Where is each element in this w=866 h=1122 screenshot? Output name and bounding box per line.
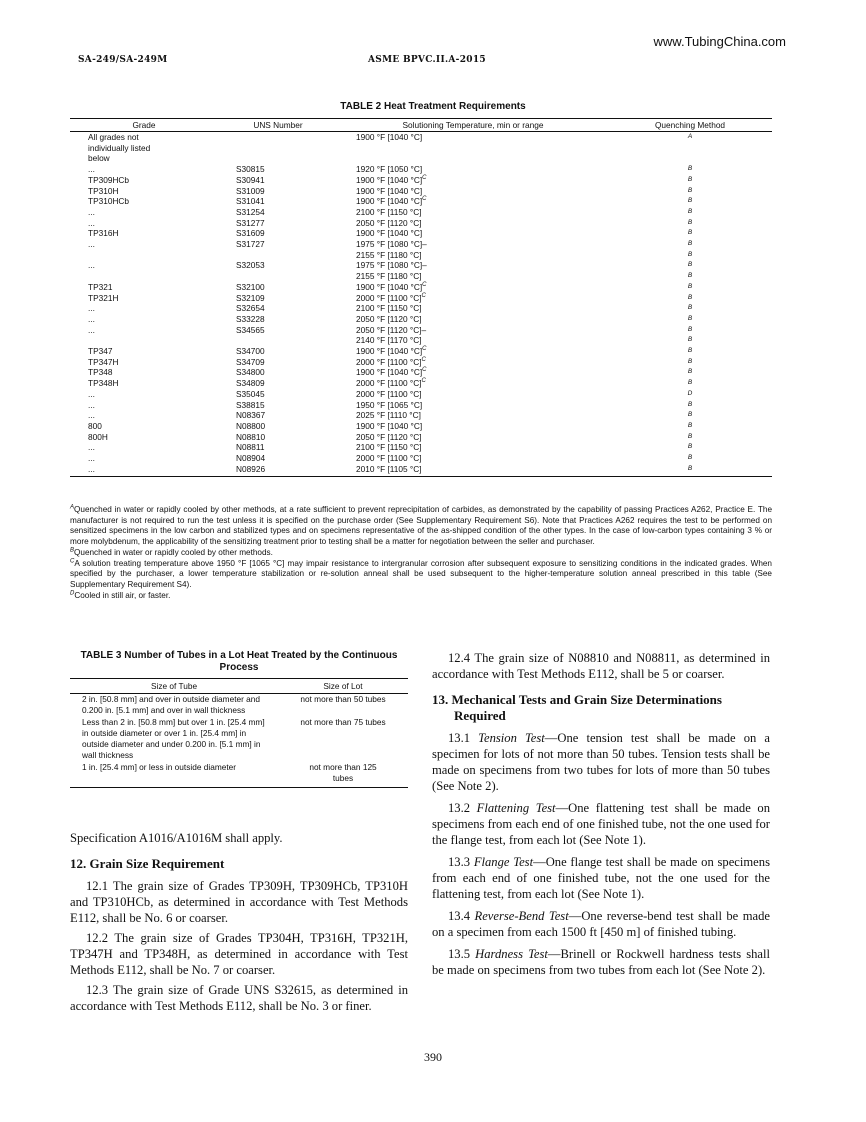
temp-cell: 2000 °F [1100 °C]$^C$ (356, 356, 426, 367)
grade-cell: ... (70, 464, 218, 476)
table3-title: TABLE 3 Number of Tubes in a Lot Heat Treated by the Continuous Process (80, 650, 398, 673)
col-size-of-lot: Size of Lot (278, 679, 408, 694)
temp-cell: 2025 °F [1110 °C] (356, 410, 421, 421)
temp-cell: 1975 °F [1080 °C]– (356, 260, 427, 271)
uns-cell: S31277 (236, 217, 265, 228)
temp-cell: 1900 °F [1040 °C]$^C$ (356, 367, 427, 378)
uns-cell: S38815 (236, 399, 265, 410)
quench-cell: B (687, 250, 693, 258)
table-row (70, 410, 772, 421)
quench-cell: B (687, 379, 693, 387)
quench-cell: D (687, 389, 693, 397)
table-row (70, 421, 772, 432)
table-row (70, 228, 772, 239)
temp-cell: 1900 °F [1040 °C]$^C$ (356, 281, 427, 292)
uns-cell (218, 335, 338, 346)
col-size-of-tube: Size of Tube (70, 679, 278, 694)
col-quenching-method: Quenching Method (608, 119, 772, 132)
temp-cell: 1900 °F [1040 °C]$^C$ (356, 346, 427, 357)
temp-cell: 2050 °F [1120 °C] (356, 431, 422, 442)
grade-cell: ... (88, 164, 95, 175)
quench-cell: B (687, 175, 693, 183)
table-row (70, 153, 772, 164)
para-13-1: 13.1 Tension Test—One tension test shall be made on a specimen for lots of not more than 50 tubes. Tension tests shall be made on specimens from two tubes for lots of more than 50 tubes (See Note 2). (432, 731, 770, 793)
table-row (70, 282, 772, 293)
header-code-title: ASME BPVC.II.A-2015 (368, 55, 486, 65)
quench-cell: B (687, 293, 693, 301)
grade-cell (70, 335, 218, 346)
watermark-url: www.TubingChina.com (653, 34, 786, 49)
quench-cell: B (687, 261, 693, 269)
quench-cell: B (687, 443, 693, 451)
temp-cell (338, 143, 608, 154)
para-12-3: 12.3 The grain size of Grade UNS S32615, as determined in accordance with Test Methods E112, shall be No. 3 or finer. (70, 983, 408, 1013)
uns-cell (218, 153, 338, 164)
lot-size-cell: not more than 75 tubes (300, 717, 386, 727)
uns-cell: N08800 (236, 420, 266, 431)
table-row (70, 762, 408, 788)
para-12-4: 12.4 The grain size of N08810 and N08811, as determined in accordance with Test Methods E112, shall be 5 or coarser. (432, 651, 770, 681)
footnote-b: $^B$Quenched in water or rapidly cooled by other methods. (70, 547, 273, 557)
section-12-heading: 12. Grain Size Requirement (70, 856, 225, 871)
table-row (70, 378, 772, 389)
uns-cell: S31727 (236, 239, 265, 250)
uns-cell: S34700 (236, 346, 265, 357)
table-row (70, 186, 772, 197)
uns-cell: S31254 (236, 206, 265, 217)
lot-size-cell: not more than 125 tubes (278, 762, 408, 788)
table2-footnotes (70, 505, 772, 601)
grade-cell: TP316H (88, 228, 119, 239)
quench-cell: B (687, 165, 693, 173)
temp-cell: 1900 °F [1040 °C] (356, 185, 423, 196)
table-row (70, 367, 772, 378)
table-row (70, 132, 772, 143)
grade-cell: ... (88, 442, 95, 453)
quench-cell: B (608, 464, 772, 476)
temp-cell: 1900 °F [1040 °C]$^C$ (356, 196, 427, 207)
grade-cell (70, 250, 218, 261)
temp-cell: 1900 °F [1040 °C] (356, 420, 423, 431)
uns-cell (218, 143, 338, 154)
uns-cell: S34709 (236, 356, 265, 367)
grade-cell: 800 (88, 420, 102, 431)
grade-cell: individually listed (88, 142, 151, 153)
grade-cell: TP347H (88, 356, 119, 367)
quench-cell: A (687, 133, 693, 140)
uns-cell: N08811 (236, 442, 265, 453)
quench-cell: B (687, 229, 693, 237)
grade-cell: ... (88, 303, 95, 314)
uns-cell: S31041 (236, 196, 265, 207)
quench-cell (608, 153, 772, 164)
uns-cell: S32053 (236, 260, 265, 271)
footnote-a: $^A$Quenched in water or rapidly cooled by other methods, at a rate sufficient to prevent reprecipitation of carbides, as demonstrated by the capability of passing Practices A262, Practice E. The manufacturer is not required to run the test unless it is specified on the purchase order (See Supplementary Requirement S6). Note that Practices A262 requires the test to be performed on sensitized specimens in the low carbon and stabilized types and on specimens representative of the as-shipped condition of the other types. In the case of low-carbon types containing 3 % or more molybdenum, the applicability of the sensitizing treatment prior to testing shall be a matter for negotiation between the seller and purchaser. (70, 504, 772, 547)
uns-cell: N08926 (218, 464, 338, 476)
quench-cell: B (687, 240, 693, 248)
temp-cell: 2100 °F [1150 °C] (356, 206, 422, 217)
temp-cell: 1900 °F [1040 °C]$^C$ (356, 174, 427, 185)
grade-cell: TP309HCb (88, 174, 130, 185)
table2-header-row (70, 119, 772, 132)
uns-cell: S34565 (236, 324, 265, 335)
temp-cell: 1900 °F [1040 °C] (356, 228, 423, 239)
tube-size-cell: 1 in. [25.4 mm] or less in outside diameter (70, 762, 278, 788)
grade-cell: TP321 (88, 281, 113, 292)
temp-cell: 2050 °F [1120 °C] (356, 217, 422, 228)
temp-cell: 1975 °F [1080 °C]– (356, 239, 427, 250)
footnote-c: $^C$A solution treating temperature above 1950 °F [1065 °C] may impair resistance to intergranular corrosion after subsequent exposure to sensitizing conditions in the indicated grades. When specified by the purchaser, a lower temperature stabilization or re-solution anneal shall be used subsequent to the higher-temperature solution anneal prescribed in this table (See Supplementary Requirement S4). (70, 557, 772, 589)
table-row (70, 442, 772, 453)
uns-cell (218, 132, 338, 143)
para-13-2: 13.2 Flattening Test—One flattening test shall be made on specimens from each end of one finished tube, not the one used for the flange test, from each lot (See Note 1). (432, 801, 770, 847)
para-12-1: 12.1 The grain size of Grades TP309H, TP309HCb, TP310H and TP310HCb, as determined in accordance with Test Methods E112, shall be No. 6 or coarser. (70, 879, 408, 925)
table-row (70, 325, 772, 336)
table-row (70, 453, 772, 464)
uns-cell: S34809 (236, 378, 265, 389)
table-row (70, 293, 772, 304)
quench-cell: B (687, 186, 693, 194)
grade-cell: ... (88, 239, 95, 250)
quench-cell: B (687, 336, 693, 344)
quench-cell: B (687, 272, 693, 280)
para-13-5: 13.5 Hardness Test—Brinell or Rockwell hardness tests shall be made on specimens from two tubes from each lot (See Note 2). (432, 947, 771, 977)
temp-cell: 2000 °F [1100 °C]$^C$ (356, 378, 426, 389)
table-row (70, 432, 772, 443)
table-row (70, 335, 772, 346)
grade-cell: ... (88, 260, 95, 271)
temp-cell: 2100 °F [1150 °C] (356, 303, 422, 314)
uns-cell: S32100 (236, 281, 265, 292)
table-row (70, 175, 772, 186)
uns-cell: S32109 (236, 292, 265, 303)
tube-size-cell: Less than 2 in. [50.8 mm] but over 1 in. [25.4 mm] in outside diameter or over 1 in. [25.4 mm] in outside diameter and under 0.200 in. [5.1 mm] in wall thickness (82, 717, 265, 760)
uns-cell (218, 250, 338, 261)
uns-cell (218, 271, 338, 282)
grade-cell: ... (88, 313, 95, 324)
spec-apply-line: Specification A1016/A1016M shall apply. (70, 831, 283, 845)
table-row (70, 143, 772, 154)
footnote-d: $^D$Cooled in still air, or faster. (70, 589, 171, 600)
uns-cell: S34800 (236, 367, 265, 378)
heat-treatment-table (70, 118, 772, 477)
uns-cell: S31009 (236, 185, 265, 196)
grade-cell: ... (88, 206, 95, 217)
grade-cell: 800H (88, 431, 108, 442)
temp-cell: 1900 °F [1040 °C] (356, 132, 423, 142)
table-row (70, 239, 772, 250)
table-row (70, 218, 772, 229)
table-row (70, 464, 772, 476)
uns-cell: S30941 (236, 174, 265, 185)
page-number: 390 (424, 1050, 442, 1064)
temp-cell: 2100 °F [1150 °C] (356, 442, 422, 453)
header-spec-number: SA-249/SA-249M (78, 55, 168, 65)
grade-cell (70, 271, 218, 282)
temp-cell: 2000 °F [1100 °C] (356, 388, 422, 399)
table-row (70, 357, 772, 368)
para-12-2: 12.2 The grain size of Grades TP304H, TP316H, TP321H, TP347H and TP348H, as determined in accordance with Test Methods E112, shall be No. 7 or coarser. (70, 931, 408, 977)
grade-cell: ... (88, 324, 95, 335)
temp-cell: 1950 °F [1065 °C] (356, 399, 423, 410)
grade-cell: ... (88, 453, 95, 464)
temp-cell: 2155 °F [1180 °C] (356, 249, 422, 260)
uns-cell: N08367 (236, 410, 266, 421)
grade-cell: TP348H (88, 378, 119, 389)
temp-cell: 2155 °F [1180 °C] (356, 271, 422, 282)
quench-cell (608, 143, 772, 154)
quench-cell: B (687, 400, 693, 408)
grade-cell: ... (88, 410, 95, 421)
lot-size-table (70, 678, 408, 788)
para-13-3: 13.3 Flange Test—One flange test shall be made on specimens from each end of one finished tube, not the one used for the flattening test, from each lot (See Note 1). (432, 855, 770, 901)
table-row (70, 717, 408, 762)
quench-cell: B (687, 421, 693, 429)
grade-cell: TP310HCb (88, 196, 130, 207)
quench-cell: B (687, 207, 693, 215)
temp-cell: 2140 °F [1170 °C] (356, 335, 422, 346)
col-uns-number: UNS Number (218, 119, 338, 132)
section-13-heading: 13. Mechanical Tests and Grain Size Determinations Required (432, 692, 722, 723)
table-row (70, 314, 772, 325)
quench-cell: B (687, 304, 693, 312)
temp-cell: 2010 °F [1105 °C] (338, 464, 608, 476)
table-row (70, 250, 772, 261)
temp-cell: 2000 °F [1100 °C] (356, 453, 422, 464)
temp-cell: 2050 °F [1120 °C]– (356, 324, 427, 335)
col-solutioning-temp: Solutioning Temperature, min or range (338, 119, 608, 132)
quench-cell: B (687, 432, 693, 440)
table-row (70, 196, 772, 207)
left-column-text (70, 830, 408, 1014)
grade-cell: ... (88, 217, 95, 228)
table-row (70, 346, 772, 357)
table2-body (70, 132, 772, 477)
grade-cell: below (88, 153, 110, 164)
quench-cell: B (687, 411, 693, 419)
quench-cell: B (687, 454, 693, 462)
table-row (70, 164, 772, 175)
lot-size-cell: not more than 50 tubes (300, 694, 386, 704)
temp-cell: 1920 °F [1050 °C] (356, 164, 423, 175)
grade-cell: ... (88, 399, 95, 410)
uns-cell: N08904 (236, 453, 266, 464)
quench-cell: B (687, 197, 693, 205)
table-row (70, 694, 408, 718)
uns-cell: S33228 (236, 313, 265, 324)
grade-cell: ... (88, 388, 95, 399)
table-row (70, 207, 772, 218)
grade-cell: TP347 (88, 346, 113, 357)
table-row (70, 389, 772, 400)
quench-cell: B (687, 325, 693, 333)
uns-cell: S32654 (236, 303, 265, 314)
quench-cell: B (687, 314, 693, 322)
tube-size-cell: 2 in. [50.8 mm] and over in outside diameter and 0.200 in. [5.1 mm] and over in wall thickness (82, 694, 261, 715)
quench-cell: B (687, 368, 693, 376)
table-row (70, 303, 772, 314)
quench-cell: B (687, 218, 693, 226)
quench-cell: B (687, 357, 693, 365)
grade-cell: TP310H (88, 185, 119, 196)
quench-cell: B (687, 282, 693, 290)
table2-title: TABLE 2 Heat Treatment Requirements (340, 101, 526, 112)
uns-cell: S30815 (236, 164, 265, 175)
uns-cell: S31609 (236, 228, 265, 239)
right-column-text (432, 650, 770, 978)
temp-cell: 2000 °F [1100 °C]$^C$ (356, 292, 426, 303)
para-13-4: 13.4 Reverse-Bend Test—One reverse-bend test shall be made on a specimen from each 1500 ft [450 m] of finished tubing. (432, 909, 770, 939)
grade-cell: TP321H (88, 292, 119, 303)
table3-header-row (70, 679, 408, 694)
table-row (70, 400, 772, 411)
col-grade: Grade (70, 119, 218, 132)
grade-cell: TP348 (88, 367, 113, 378)
table-row (70, 271, 772, 282)
uns-cell: S35045 (236, 388, 265, 399)
grade-cell: All grades not (88, 132, 139, 142)
quench-cell: B (687, 347, 693, 355)
temp-cell (338, 153, 608, 164)
uns-cell: N08810 (236, 431, 266, 442)
temp-cell: 2050 °F [1120 °C] (356, 313, 422, 324)
table-row (70, 260, 772, 271)
